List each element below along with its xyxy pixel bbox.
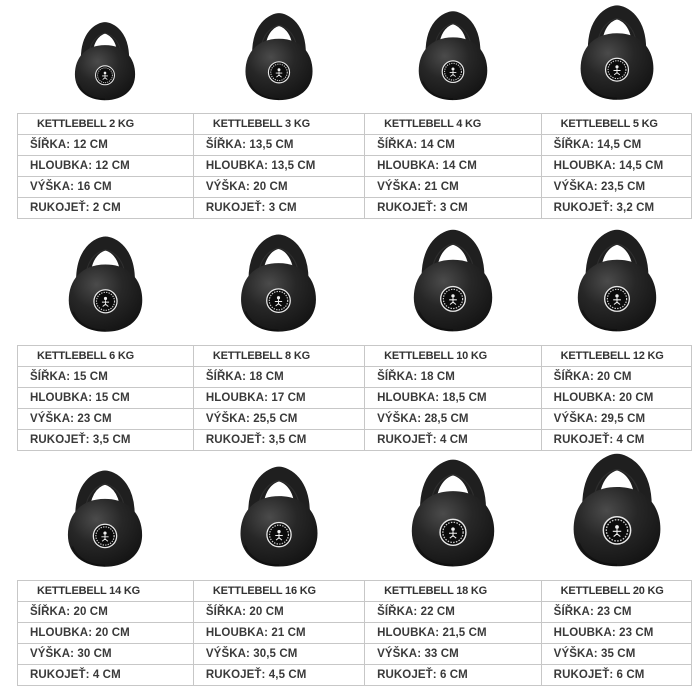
- product-title: KETTLEBELL 5 KG: [541, 114, 691, 135]
- spec-height: VÝŠKA: 16 CM: [18, 177, 194, 198]
- kettlebell-18kg-image: [394, 457, 512, 570]
- spec-handle: RUKOJEŤ: 2 CM: [18, 198, 194, 219]
- spec-depth: HLOUBKA: 14 CM: [365, 156, 542, 177]
- kettlebell-10kg-image: [397, 227, 509, 335]
- product-title: KETTLEBELL 8 KG: [193, 346, 364, 367]
- spec-width: ŠÍŘKA: 23 CM: [541, 602, 691, 623]
- product-grid-row-1: [0, 0, 700, 219]
- spec-width: ŠÍŘKA: 14,5 CM: [541, 135, 691, 156]
- kettlebell-14kg-cell: [17, 468, 193, 570]
- kettlebell-5kg-image: [565, 3, 669, 103]
- product-title: KETTLEBELL 10 KG: [365, 346, 542, 367]
- spec-handle: RUKOJEŤ: 4 CM: [541, 430, 691, 451]
- spec-width: ŠÍŘKA: 22 CM: [365, 602, 542, 623]
- spec-height: VÝŠKA: 30 CM: [18, 644, 194, 665]
- product-title: KETTLEBELL 20 KG: [541, 581, 691, 602]
- spec-height: VÝŠKA: 25,5 CM: [193, 409, 364, 430]
- spec-height: VÝŠKA: 35 CM: [541, 644, 691, 665]
- spec-width: ŠÍŘKA: 18 CM: [365, 367, 542, 388]
- spec-depth: HLOUBKA: 21,5 CM: [365, 623, 542, 644]
- spec-handle: RUKOJEŤ: 3 CM: [193, 198, 364, 219]
- spec-depth: HLOUBKA: 17 CM: [193, 388, 364, 409]
- product-title: KETTLEBELL 16 KG: [193, 581, 364, 602]
- spec-table-row-2: [17, 345, 692, 451]
- product-grid-row-3: [0, 451, 700, 686]
- spec-width: ŠÍŘKA: 15 CM: [18, 367, 194, 388]
- spec-handle: RUKOJEŤ: 4,5 CM: [193, 665, 364, 686]
- kettlebell-20kg-image: [555, 451, 679, 570]
- kettlebell-image-row-1: [17, 0, 692, 113]
- product-title: KETTLEBELL 18 KG: [365, 581, 542, 602]
- spec-depth: HLOUBKA: 20 CM: [18, 623, 194, 644]
- kettlebell-6kg-image: [53, 234, 158, 335]
- spec-height: VÝŠKA: 23 CM: [18, 409, 194, 430]
- kettlebell-6kg-cell: [17, 234, 193, 335]
- spec-handle: RUKOJEŤ: 6 CM: [541, 665, 691, 686]
- spec-depth: HLOUBKA: 15 CM: [18, 388, 194, 409]
- kettlebell-4kg-image: [404, 9, 502, 103]
- kettlebell-8kg-cell: [193, 232, 364, 335]
- spec-depth: HLOUBKA: 12 CM: [18, 156, 194, 177]
- kettlebell-3kg-image: [231, 11, 327, 103]
- spec-depth: HLOUBKA: 20 CM: [541, 388, 691, 409]
- kettlebell-18kg-cell: [365, 457, 542, 570]
- spec-depth: HLOUBKA: 13,5 CM: [193, 156, 364, 177]
- kettlebell-2kg-image: [62, 20, 148, 103]
- product-title: KETTLEBELL 6 KG: [18, 346, 194, 367]
- spec-table-row-3: [17, 580, 692, 686]
- kettlebell-2kg-cell: [17, 20, 193, 103]
- spec-handle: RUKOJEŤ: 6 CM: [365, 665, 542, 686]
- kettlebell-4kg-cell: [365, 9, 542, 103]
- spec-height: VÝŠKA: 21 CM: [365, 177, 542, 198]
- kettlebell-12kg-cell: [541, 227, 692, 335]
- kettlebell-16kg-image: [224, 464, 334, 570]
- spec-handle: RUKOJEŤ: 3 CM: [365, 198, 542, 219]
- kettlebell-image-row-2: [17, 219, 692, 345]
- spec-handle: RUKOJEŤ: 4 CM: [365, 430, 542, 451]
- spec-handle: RUKOJEŤ: 3,5 CM: [193, 430, 364, 451]
- spec-width: ŠÍŘKA: 14 CM: [365, 135, 542, 156]
- kettlebell-10kg-cell: [365, 227, 542, 335]
- spec-depth: HLOUBKA: 21 CM: [193, 623, 364, 644]
- product-title: KETTLEBELL 3 KG: [193, 114, 364, 135]
- kettlebell-3kg-cell: [193, 11, 364, 103]
- kettlebell-20kg-cell: [541, 451, 692, 570]
- product-title: KETTLEBELL 2 KG: [18, 114, 194, 135]
- spec-width: ŠÍŘKA: 20 CM: [18, 602, 194, 623]
- spec-width: ŠÍŘKA: 18 CM: [193, 367, 364, 388]
- spec-depth: HLOUBKA: 23 CM: [541, 623, 691, 644]
- spec-height: VÝŠKA: 29,5 CM: [541, 409, 691, 430]
- spec-width: ŠÍŘKA: 20 CM: [541, 367, 691, 388]
- product-title: KETTLEBELL 14 KG: [18, 581, 194, 602]
- spec-height: VÝŠKA: 20 CM: [193, 177, 364, 198]
- spec-handle: RUKOJEŤ: 3,2 CM: [541, 198, 691, 219]
- kettlebell-5kg-cell: [541, 3, 692, 103]
- spec-height: VÝŠKA: 33 CM: [365, 644, 542, 665]
- product-title: KETTLEBELL 12 KG: [541, 346, 691, 367]
- spec-width: ŠÍŘKA: 12 CM: [18, 135, 194, 156]
- spec-depth: HLOUBKA: 18,5 CM: [365, 388, 542, 409]
- spec-handle: RUKOJEŤ: 4 CM: [18, 665, 194, 686]
- spec-depth: HLOUBKA: 14,5 CM: [541, 156, 691, 177]
- spec-width: ŠÍŘKA: 13,5 CM: [193, 135, 364, 156]
- spec-height: VÝŠKA: 23,5 CM: [541, 177, 691, 198]
- product-title: KETTLEBELL 4 KG: [365, 114, 542, 135]
- spec-height: VÝŠKA: 28,5 CM: [365, 409, 542, 430]
- kettlebell-14kg-image: [52, 468, 158, 570]
- product-grid-row-2: [0, 219, 700, 451]
- spec-table-row-1: [17, 113, 692, 219]
- kettlebell-16kg-cell: [193, 464, 364, 570]
- kettlebell-12kg-image: [561, 227, 673, 335]
- spec-width: ŠÍŘKA: 20 CM: [193, 602, 364, 623]
- spec-height: VÝŠKA: 30,5 CM: [193, 644, 364, 665]
- kettlebell-image-row-3: [17, 451, 692, 580]
- spec-handle: RUKOJEŤ: 3,5 CM: [18, 430, 194, 451]
- kettlebell-8kg-image: [225, 232, 332, 335]
